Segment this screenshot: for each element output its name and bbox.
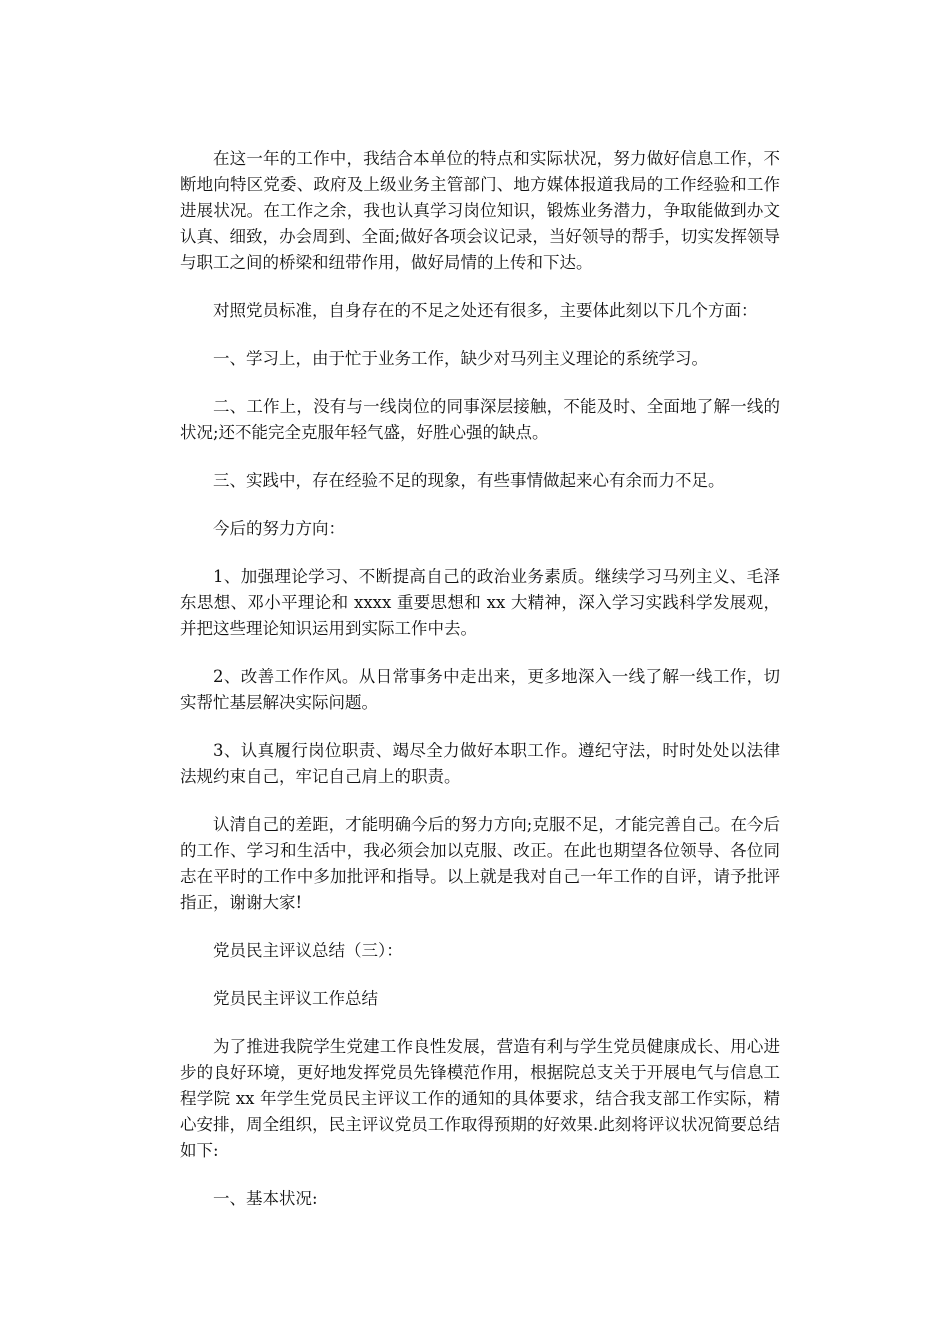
section-heading: 一、基本状况: (213, 1189, 318, 1208)
paragraph: 对照党员标准，自身存在的不足之处还有很多，主要体此刻以下几个方面： (213, 301, 758, 320)
section-heading: 今后的努力方向： (213, 519, 345, 538)
paragraph: 3、认真履行岗位职责、竭尽全力做好本职工作。遵纪守法，时时处处以法律法规约束自己，牢记自己肩上的职责。 (180, 741, 780, 786)
paragraph: 1、加强理论学习、不断提高自己的政治业务素质。继续学习马列主义、毛泽东思想、邓小平理论和 xxxx 重要思想和 xx 大精神，深入学习实践科学发展观，并把这些理论知识运用到实际工作中去。 (180, 567, 780, 638)
paragraph: 一、学习上，由于忙于业务工作，缺少对马列主义理论的系统学习。 (213, 349, 708, 368)
paragraph: 在这一年的工作中，我结合本单位的特点和实际状况，努力做好信息工作，不断地向特区党委、政府及上级业务主管部门、地方媒体报道我局的工作经验和工作进展状况。在工作之余，我也认真学习岗位知识，锻炼业务潜力，争取能做到办文认真、细致，办会周到、全面;做好各项会议记录，当好领导的帮手，切实发挥领导与职工之间的桥梁和纽带作用，做好局情的上传和下达。 (180, 149, 780, 272)
document-body (180, 146, 780, 1234)
section-heading: 党员民主评议总结（三）： (213, 941, 403, 960)
paragraph: 为了推进我院学生党建工作良性发展，营造有利与学生党员健康成长、用心进步的良好环境，更好地发挥党员先锋模范作用，根据院总支关于开展电气与信息工程学院 xx 年学生党员民主评议工作的通知的具体要求，结合我支部工作实际，精心安排，周全组织，民主评议党员工作取得预期的好效果.此刻将评议状况简要总结如下: (180, 1037, 780, 1160)
paragraph: 二、工作上，没有与一线岗位的同事深层接触，不能及时、全面地了解一线的状况;还不能完全克服年轻气盛，好胜心强的缺点。 (180, 397, 780, 442)
paragraph: 认清自己的差距，才能明确今后的努力方向;克服不足，才能完善自己。在今后的工作、学习和生活中，我必须会加以克服、改正。在此也期望各位领导、各位同志在平时的工作中多加批评和指导。以上就是我对自己一年工作的自评，请予批评指正，谢谢大家! (180, 815, 780, 912)
document-title: 党员民主评议工作总结 (213, 989, 378, 1008)
paragraph: 三、实践中，存在经验不足的现象，有些事情做起来心有余而力不足。 (213, 471, 725, 490)
paragraph: 2、改善工作作风。从日常事务中走出来，更多地深入一线了解一线工作，切实帮忙基层解决实际问题。 (180, 667, 780, 712)
